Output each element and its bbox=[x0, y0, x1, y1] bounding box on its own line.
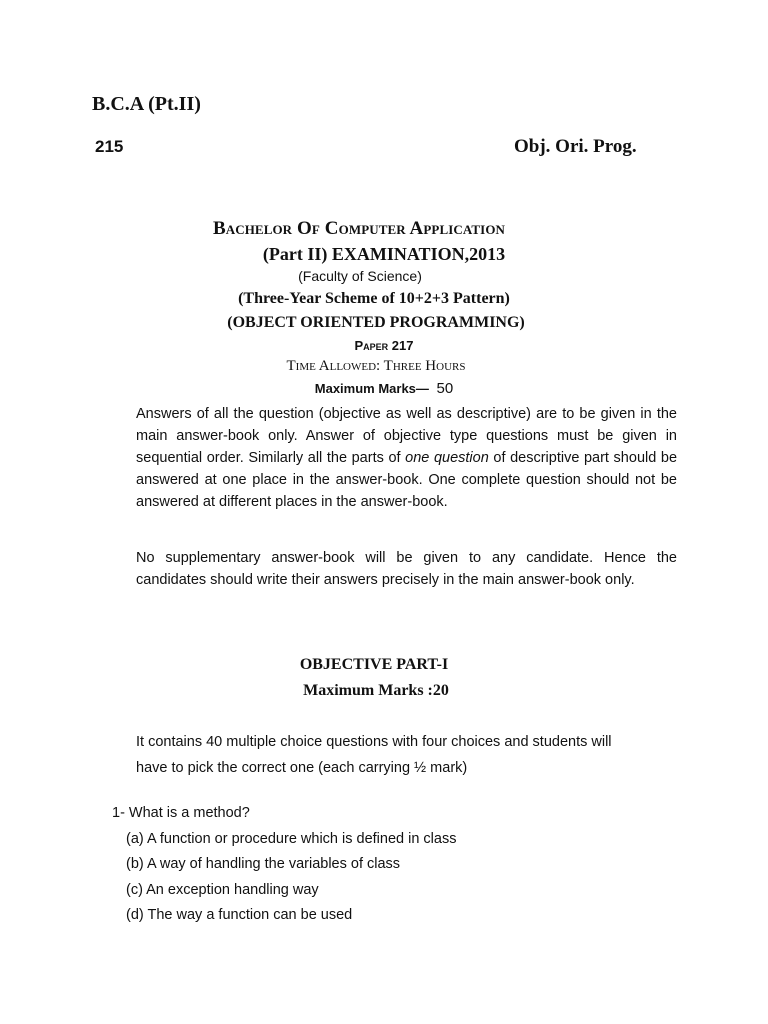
section-intro-line1: It contains 40 multiple choice questions with four choices and students will bbox=[136, 734, 612, 750]
course-name: B.C.A (Pt.II) bbox=[92, 93, 201, 115]
scheme: (Three-Year Scheme of 10+2+3 Pattern) bbox=[238, 290, 510, 307]
instructions-paragraph-2: No supplementary answer-book will be given to any candidate. Hence the candidates should write their answers precisely in the main answer-book only. bbox=[136, 550, 677, 588]
section-intro-line2: have to pick the correct one (each carrying ½ mark) bbox=[136, 760, 468, 776]
emphasis-one-question: one question bbox=[405, 450, 489, 466]
faculty: (Faculty of Science) bbox=[298, 268, 422, 284]
question-1: 1- What is a method? bbox=[112, 805, 250, 821]
maximum-marks-label: Maximum Marks— bbox=[314, 381, 429, 396]
maximum-marks-value: 50 bbox=[436, 380, 454, 397]
instructions-paragraph-1: Answers of all the question (objective as well as descriptive) are to be given in the main answer-book only. Answer of objective type questions must be given in sequential order. Similarly all the parts of one question of descriptive part should be answered at one place in the answer-book. One complete question should not be answered at different places in the answer-book. bbox=[136, 406, 678, 510]
exam-title-line1: Bachelor Of Computer Application bbox=[212, 218, 506, 239]
section-intro bbox=[136, 729, 696, 781]
paper-code: 215 bbox=[95, 137, 124, 156]
paper-name: (OBJECT ORIENTED PROGRAMMING) bbox=[227, 314, 525, 331]
question-1-option-d: (d) The way a function can be used bbox=[126, 907, 353, 923]
exam-title-line2: (Part II) EXAMINATION,2013 bbox=[262, 244, 506, 264]
time-allowed: Time Allowed: Three Hours bbox=[286, 358, 466, 374]
section-marks: Maximum Marks :20 bbox=[303, 682, 449, 699]
subject-abbrev: Obj. Ori. Prog. bbox=[514, 136, 637, 157]
maximum-marks bbox=[0, 380, 768, 397]
paper-number: Paper 217 bbox=[354, 338, 414, 353]
section-title: OBJECTIVE PART-I bbox=[299, 656, 449, 673]
question-1-option-a: (a) A function or procedure which is defined in class bbox=[126, 831, 457, 847]
question-1-option-b: (b) A way of handling the variables of class bbox=[126, 856, 401, 872]
question-1-option-c: (c) An exception handling way bbox=[126, 882, 319, 898]
